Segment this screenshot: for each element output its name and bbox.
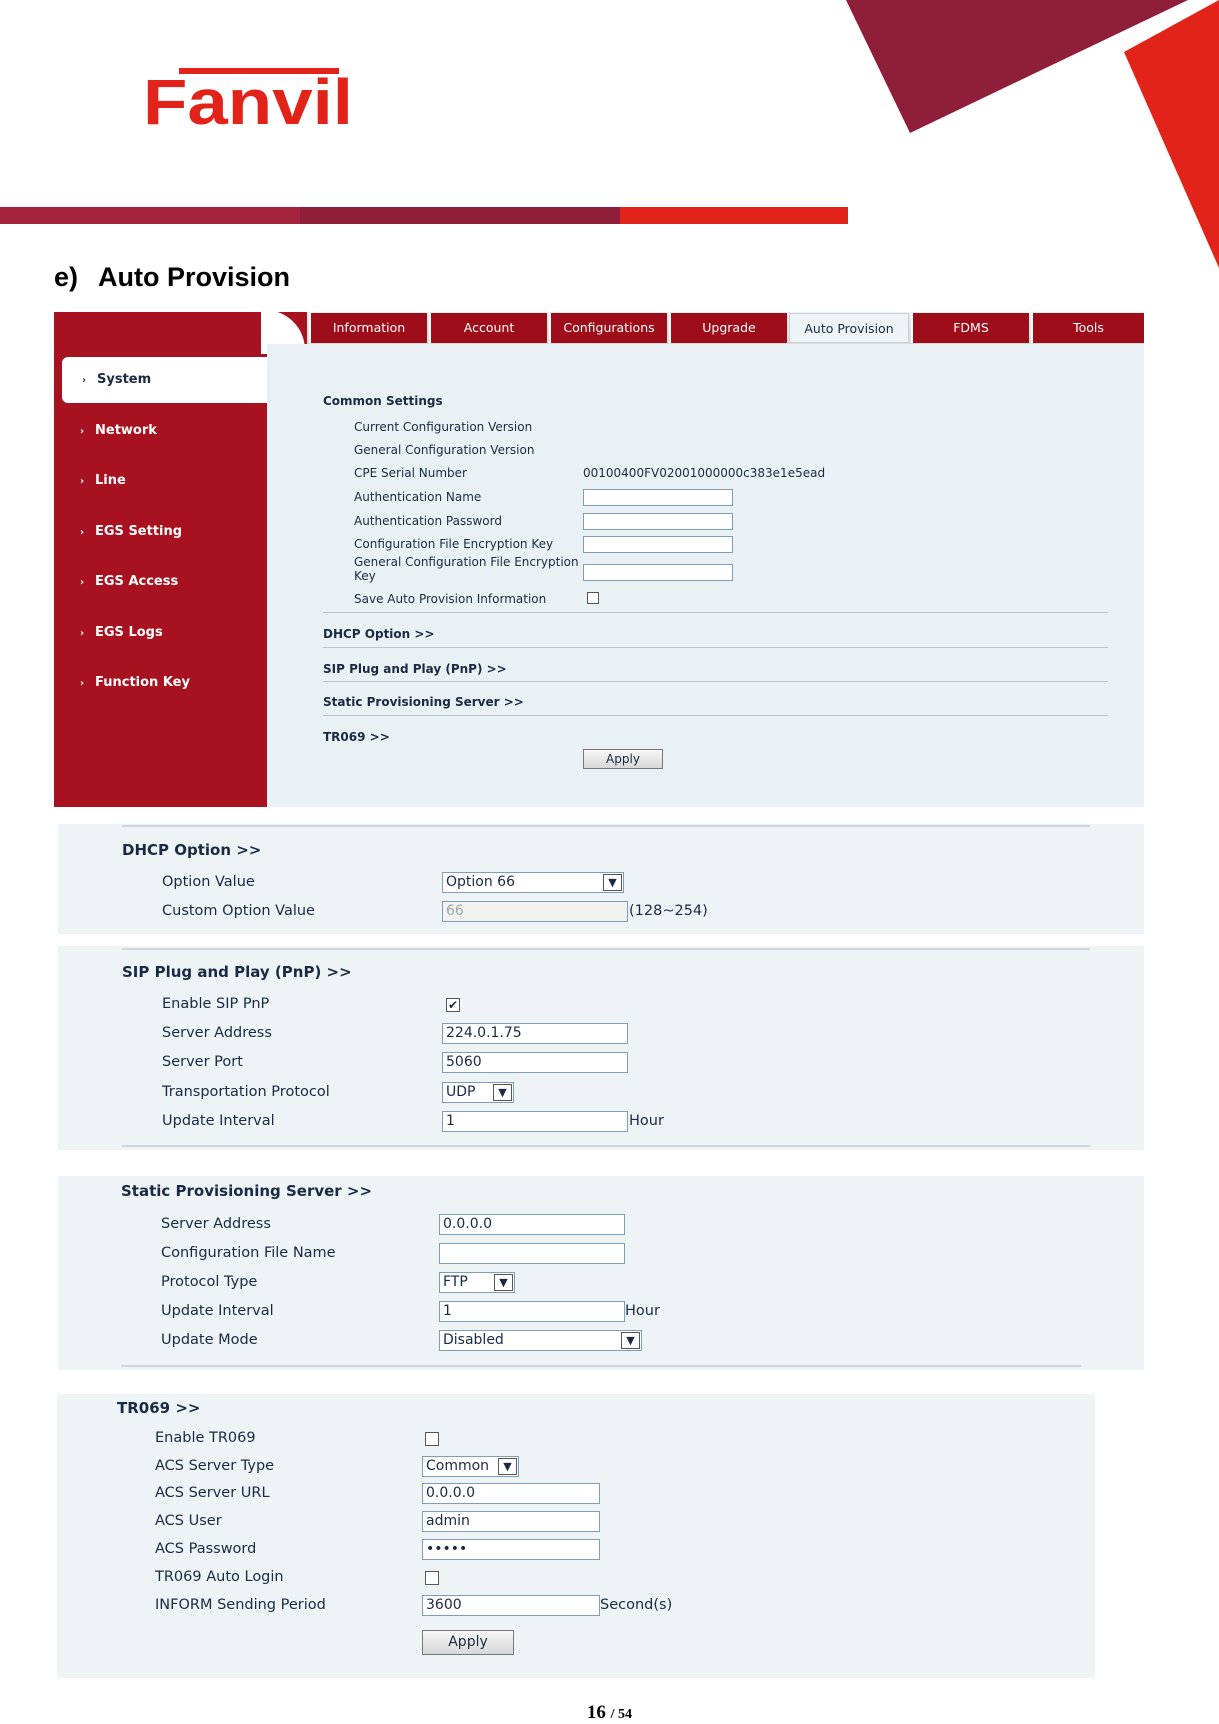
tab-tools[interactable]: Tools <box>1031 313 1144 343</box>
inform-period-label: INFORM Sending Period <box>155 1597 326 1613</box>
acs-server-url-label: ACS Server URL <box>155 1485 270 1501</box>
enable-tr069-checkbox[interactable] <box>425 1432 439 1446</box>
chevron-down-icon: ▼ <box>603 874 622 891</box>
save-info-checkbox[interactable] <box>587 592 599 604</box>
pnp-server-port-label: Server Port <box>162 1054 243 1070</box>
page-number <box>0 1702 1219 1724</box>
current-config-version-label: Current Configuration Version <box>354 420 533 434</box>
enable-pnp-label: Enable SIP PnP <box>162 996 270 1012</box>
static-update-interval-label: Update Interval <box>161 1303 274 1319</box>
common-settings-content <box>267 344 1144 807</box>
acs-server-type-label: ACS Server Type <box>155 1458 275 1474</box>
check-icon: ✔ <box>447 998 459 1012</box>
chevron-right-icon: › <box>80 426 85 437</box>
tab-account[interactable]: Account <box>429 313 547 343</box>
tab-upgrade[interactable]: Upgrade <box>669 313 787 343</box>
inform-period-unit: Second(s) <box>600 1597 673 1613</box>
section-heading <box>54 262 290 293</box>
chevron-down-icon: ▼ <box>498 1458 517 1475</box>
general-enc-key-input[interactable] <box>583 564 733 581</box>
pnp-server-address-input[interactable]: 224.0.1.75 <box>442 1023 628 1044</box>
sidebar-item-network[interactable]: › Network <box>54 408 267 454</box>
heading-title: Auto Provision <box>98 262 291 292</box>
dhcp-option-link[interactable]: DHCP Option >> <box>323 627 435 641</box>
apply-button[interactable]: Apply <box>583 749 663 769</box>
config-file-name-label: Configuration File Name <box>161 1245 336 1261</box>
config-enc-key-label: Configuration File Encryption Key <box>354 537 554 551</box>
cpe-serial-label: CPE Serial Number <box>354 466 467 480</box>
auto-provision-screenshot <box>54 312 1144 807</box>
chevron-right-icon: › <box>80 577 85 588</box>
custom-option-label: Custom Option Value <box>162 903 315 919</box>
page-current: 16 <box>586 1702 606 1723</box>
tab-information[interactable]: Information <box>309 313 427 343</box>
sidebar-item-system[interactable]: › System <box>62 357 267 403</box>
tr069-auto-login-label: TR069 Auto Login <box>155 1569 284 1585</box>
chevron-right-icon: › <box>80 678 85 689</box>
static-update-interval-input[interactable]: 1 <box>439 1301 625 1322</box>
update-mode-label: Update Mode <box>161 1332 258 1348</box>
sidebar-item-egs-setting[interactable]: › EGS Setting <box>54 509 267 555</box>
config-enc-key-input[interactable] <box>583 536 733 553</box>
acs-user-label: ACS User <box>155 1513 222 1529</box>
page-total: / 54 <box>610 1707 633 1722</box>
pnp-interval-unit: Hour <box>629 1113 664 1129</box>
pnp-server-port-input[interactable]: 5060 <box>442 1052 628 1073</box>
static-server-title: Static Provisioning Server >> <box>121 1182 373 1200</box>
chevron-down-icon: ▼ <box>493 1084 512 1101</box>
cpe-serial-value: 00100400FV02001000000c383e1e5ead <box>583 466 826 480</box>
tr069-title: TR069 >> <box>117 1399 201 1417</box>
sip-pnp-panel <box>58 946 1144 1150</box>
option-value-select[interactable]: Option 66 ▼ <box>442 872 624 893</box>
save-info-label: Save Auto Provision Information <box>354 592 547 606</box>
enable-tr069-label: Enable TR069 <box>155 1430 256 1446</box>
heading-number: e) <box>54 262 79 292</box>
auth-password-label: Authentication Password <box>354 514 502 528</box>
static-server-address-input[interactable]: 0.0.0.0 <box>439 1214 625 1235</box>
dhcp-option-title: DHCP Option >> <box>122 841 262 859</box>
inform-period-input[interactable]: 3600 <box>422 1595 600 1616</box>
chevron-down-icon: ▼ <box>621 1332 640 1349</box>
header-decoration <box>0 0 1219 270</box>
pnp-link[interactable]: SIP Plug and Play (PnP) >> <box>323 662 507 676</box>
auth-name-input[interactable] <box>583 489 733 506</box>
static-server-link[interactable]: Static Provisioning Server >> <box>323 695 524 709</box>
sidebar-item-function-key[interactable]: › Function Key <box>54 660 267 706</box>
static-server-panel <box>58 1176 1144 1370</box>
static-interval-unit: Hour <box>625 1303 660 1319</box>
static-server-address-label: Server Address <box>161 1216 271 1232</box>
sidebar <box>54 312 267 807</box>
svg-text:Fanvil: Fanvil <box>143 66 353 130</box>
config-file-name-input[interactable] <box>439 1243 625 1264</box>
general-enc-key-label: General Configuration File Encryption Key <box>354 555 579 583</box>
dhcp-option-panel <box>58 824 1144 934</box>
tr069-auto-login-checkbox[interactable] <box>425 1571 439 1585</box>
protocol-type-select[interactable]: FTP ▼ <box>439 1272 515 1293</box>
pnp-update-interval-input[interactable]: 1 <box>442 1111 628 1132</box>
enable-pnp-checkbox[interactable] <box>446 998 460 1012</box>
pnp-server-address-label: Server Address <box>162 1025 272 1041</box>
acs-server-type-select[interactable]: Common ▼ <box>422 1456 519 1477</box>
custom-option-range: (128~254) <box>629 903 708 919</box>
tab-bar <box>267 312 1144 344</box>
auth-password-input[interactable] <box>583 513 733 530</box>
transport-protocol-label: Transportation Protocol <box>162 1084 330 1100</box>
acs-server-url-input[interactable]: 0.0.0.0 <box>422 1483 600 1504</box>
tab-fdms[interactable]: FDMS <box>911 313 1029 343</box>
fanvil-logo <box>143 64 353 130</box>
chevron-right-icon: › <box>80 476 85 487</box>
pnp-title: SIP Plug and Play (PnP) >> <box>122 963 352 981</box>
option-value-label: Option Value <box>162 874 255 890</box>
sidebar-item-egs-access[interactable]: › EGS Access <box>54 559 267 605</box>
tr069-link[interactable]: TR069 >> <box>323 730 390 744</box>
acs-password-label: ACS Password <box>155 1541 257 1557</box>
acs-user-input[interactable]: admin <box>422 1511 600 1532</box>
update-mode-select[interactable]: Disabled ▼ <box>439 1330 642 1351</box>
sidebar-item-egs-logs[interactable]: › EGS Logs <box>54 610 267 656</box>
chevron-right-icon: › <box>82 375 87 386</box>
common-settings-title: Common Settings <box>323 394 443 408</box>
custom-option-input[interactable]: 66 <box>442 901 628 922</box>
tr069-panel <box>57 1394 1095 1678</box>
auth-name-label: Authentication Name <box>354 490 482 504</box>
general-config-version-label: General Configuration Version <box>354 443 535 457</box>
chevron-right-icon: › <box>80 527 85 538</box>
pnp-update-interval-label: Update Interval <box>162 1113 275 1129</box>
chevron-right-icon: › <box>80 628 85 639</box>
chevron-down-icon: ▼ <box>494 1274 513 1291</box>
tab-configurations[interactable]: Configurations <box>549 313 667 343</box>
tab-auto-provision[interactable]: Auto Provision <box>789 313 909 343</box>
protocol-type-label: Protocol Type <box>161 1274 258 1290</box>
sidebar-item-line[interactable]: › Line <box>54 458 267 504</box>
transport-protocol-select[interactable]: UDP ▼ <box>442 1082 514 1103</box>
acs-password-input[interactable]: ••••• <box>422 1539 600 1560</box>
tr069-apply-button[interactable]: Apply <box>422 1630 514 1655</box>
